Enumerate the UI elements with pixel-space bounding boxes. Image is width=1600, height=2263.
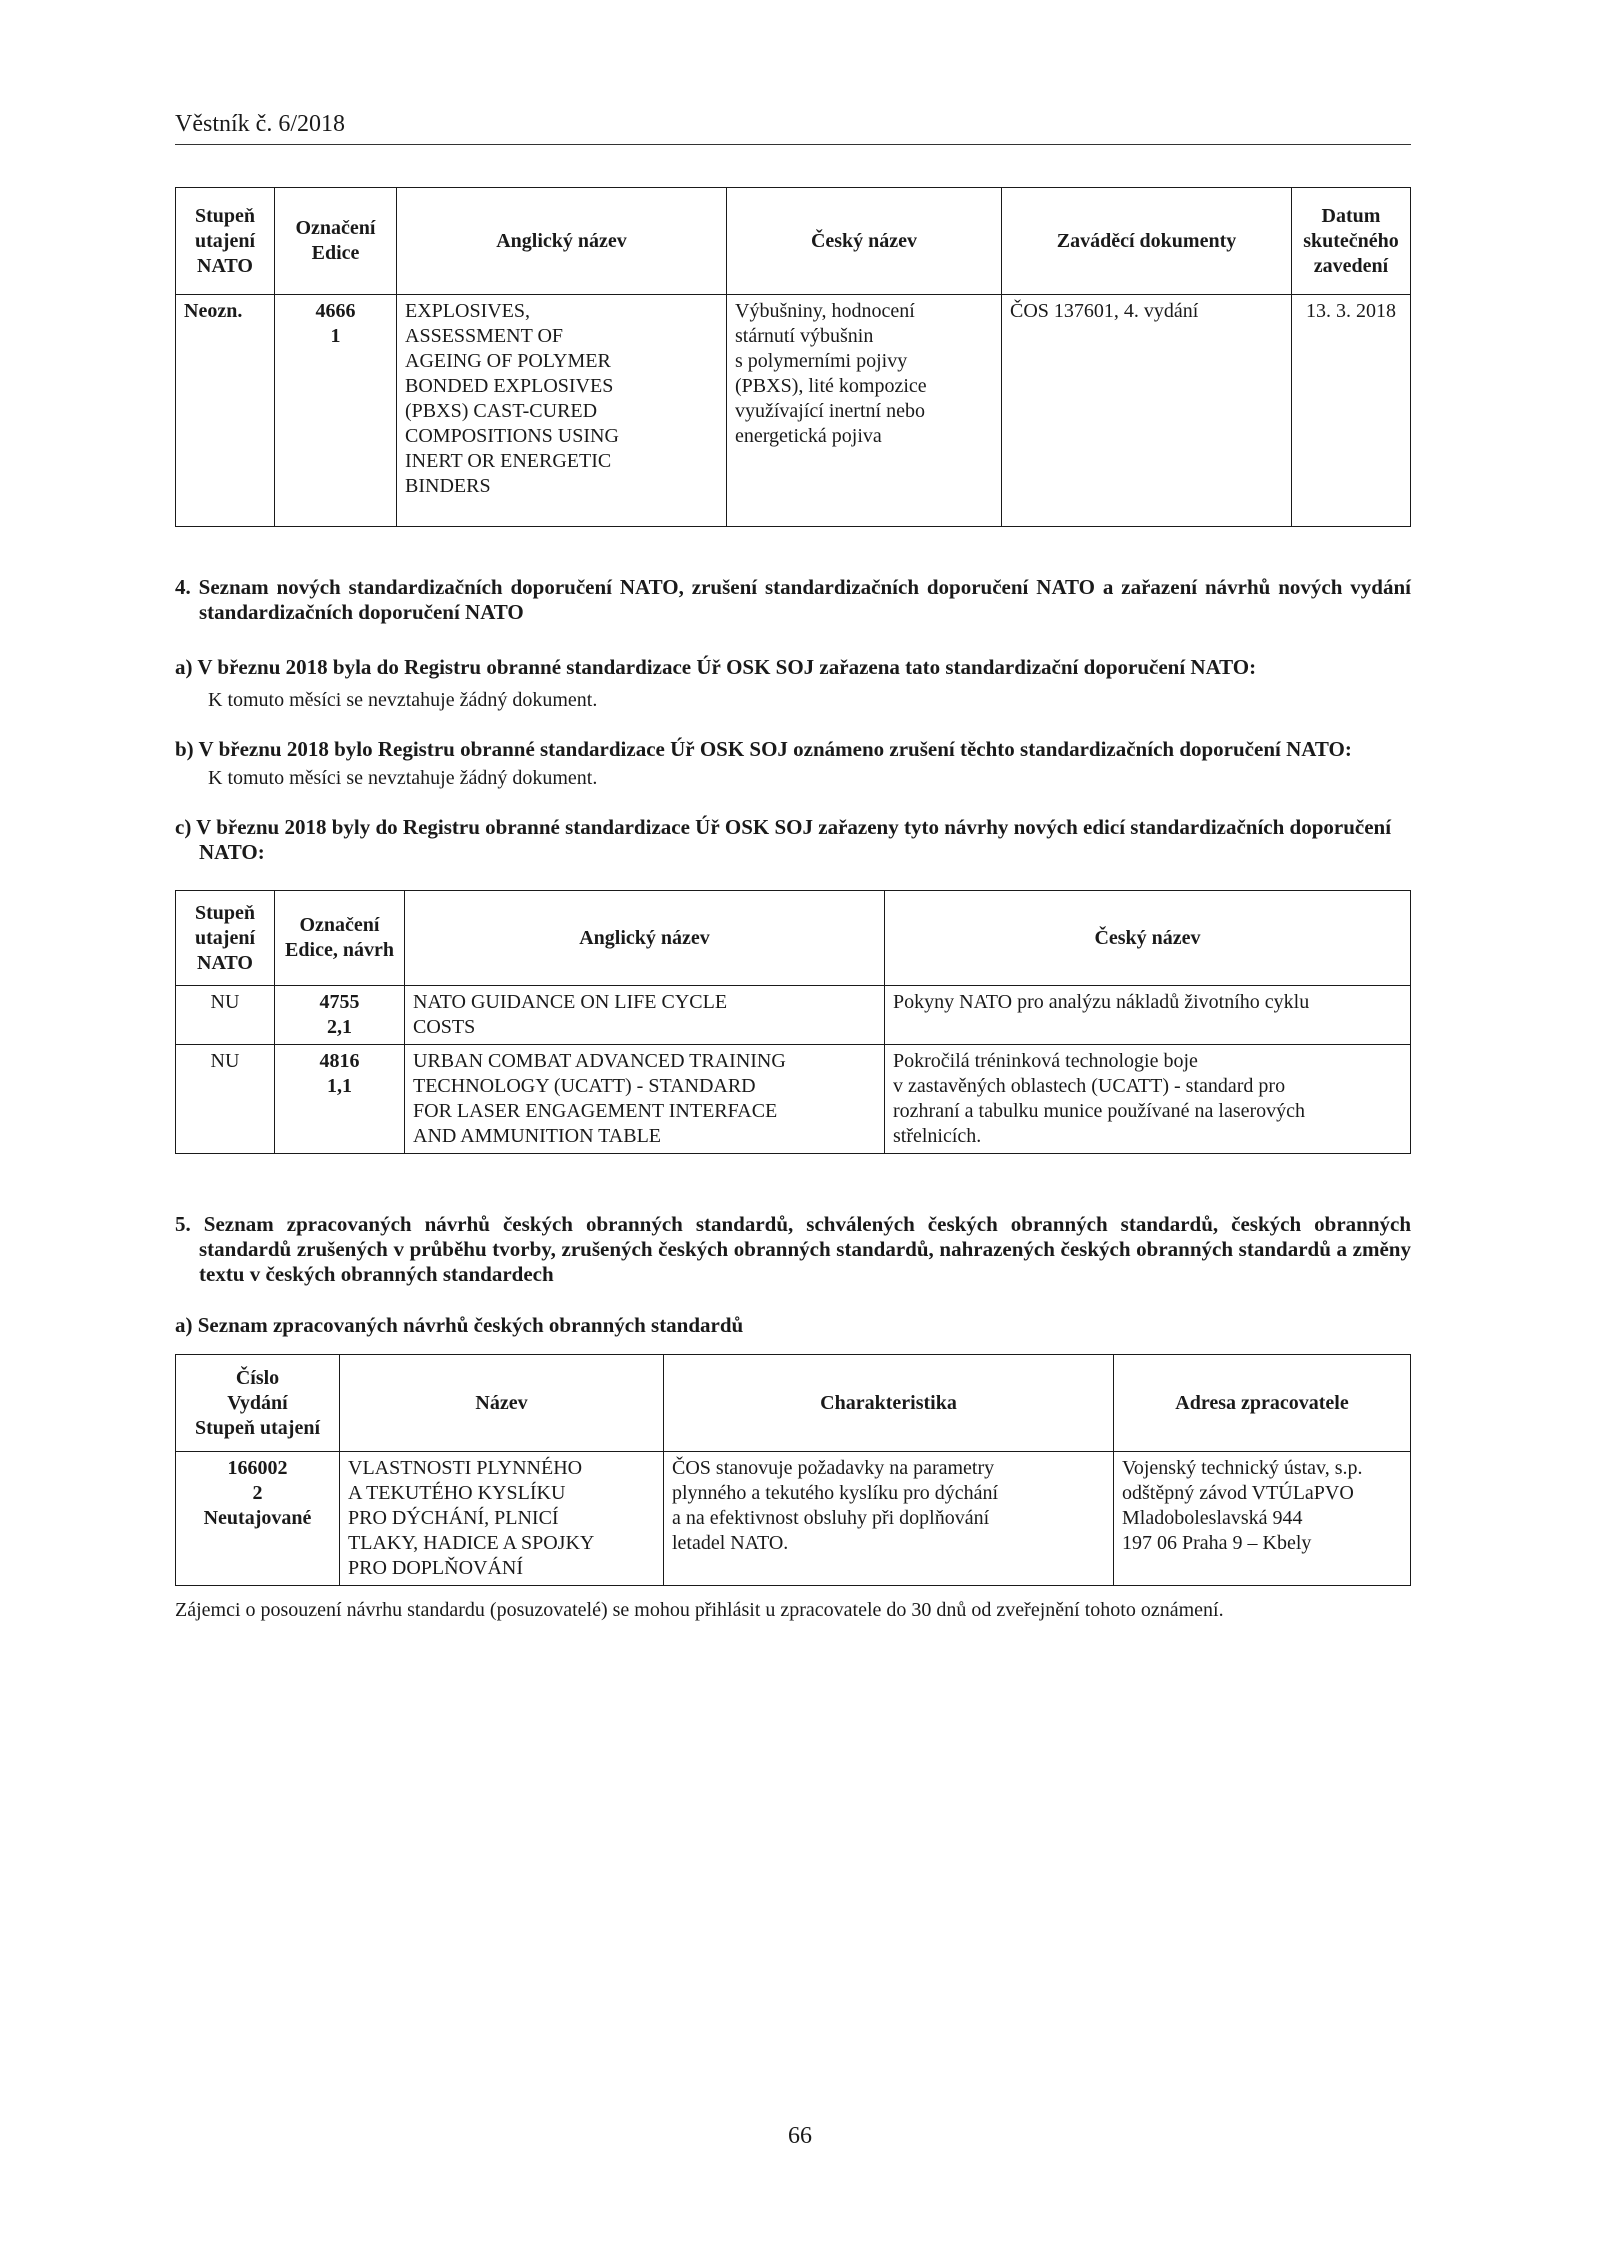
col-header-czech-title: Český název <box>727 188 1002 295</box>
col-header-address: Adresa zpracovatele <box>1114 1355 1411 1452</box>
cell-classification: Neozn. <box>176 295 275 527</box>
czech-standards-table <box>175 1354 1411 1586</box>
cell-english-title: URBAN COMBAT ADVANCED TRAINING TECHNOLOGY (UCATT) - STANDARD FOR LASER ENGAGEMENT INTERFACE AND AMMUNITION TABLE <box>405 1045 885 1154</box>
col-header-english-title: Anglický název <box>405 891 885 986</box>
section-4b-note: K tomuto měsíci se nevztahuje žádný dokument. <box>208 767 598 789</box>
nato-standards-table <box>175 187 1411 527</box>
table-row <box>176 1045 1411 1154</box>
nato-drafts-table <box>175 890 1411 1154</box>
section-4a-heading: a) V březnu 2018 byla do Registru obranné standardizace Úř OSK SOJ zařazena tato standardizační doporučení NATO: <box>175 655 1257 679</box>
cell-english-title: EXPLOSIVES, ASSESSMENT OF AGEING OF POLYMER BONDED EXPLOSIVES (PBXS) CAST-CURED COMPOSITIONS USING INERT OR ENERGETIC BINDERS <box>397 295 727 527</box>
col-header-classification: Stupeň utajení NATO <box>176 188 275 295</box>
cell-documents: ČOS 137601, 4. vydání <box>1002 295 1292 527</box>
col-header-english-title: Anglický název <box>397 188 727 295</box>
section-4b-heading: b) V březnu 2018 bylo Registru obranné standardizace Úř OSK SOJ oznámeno zrušení těchto standardizačních doporučení NATO: <box>175 737 1352 761</box>
running-header: Věstník č. 6/2018 <box>175 108 1411 145</box>
col-header-designation: Označení Edice, návrh <box>275 891 405 986</box>
document-page <box>175 108 1411 1623</box>
cell-name: VLASTNOSTI PLYNNÉHO A TEKUTÉHO KYSLÍKU PRO DÝCHÁNÍ, PLNICÍ TLAKY, HADICE A SPOJKY PRO DOPLŇOVÁNÍ <box>340 1452 664 1586</box>
cell-czech-title: Výbušniny, hodnocení stárnutí výbušnin s polymerními pojivy (PBXS), lité kompozice využívající inertní nebo energetická pojiva <box>727 295 1002 527</box>
col-header-classification: Stupeň utajení NATO <box>176 891 275 986</box>
cell-classification: NU <box>176 1045 275 1154</box>
col-header-documents: Zaváděcí dokumenty <box>1002 188 1292 295</box>
table-row <box>176 1452 1411 1586</box>
cell-czech-title: Pokyny NATO pro analýzu nákladů životního cyklu <box>885 986 1411 1045</box>
col-header-date: Datum skutečného zavedení <box>1292 188 1411 295</box>
section-5a-heading: a) Seznam zpracovaných návrhů českých obranných standardů <box>175 1313 744 1337</box>
col-header-name: Název <box>340 1355 664 1452</box>
table-row <box>176 295 1411 527</box>
section-4c-heading: c) V březnu 2018 byly do Registru obranné standardizace Úř OSK SOJ zařazeny tyto návrhy nových edicí standardizačních doporučení NATO: <box>175 815 1392 864</box>
section-5-heading: 5. Seznam zpracovaných návrhů českých obranných standardů, schválených českých obranných standardů, českých obranných standardů zrušených v průběhu tvorby, zrušených českých obranných standardů, nahrazených českých obranných standardů a změny textu v českých obranných standardech <box>175 1212 1411 1286</box>
cell-classification: NU <box>176 986 275 1045</box>
cell-characteristics: ČOS stanovuje požadavky na parametry plynného a tekutého kyslíku pro dýchání a na efektivnost obsluhy při doplňování letadel NATO. <box>664 1452 1114 1586</box>
table-header-row <box>176 188 1411 295</box>
cell-english-title: NATO GUIDANCE ON LIFE CYCLE COSTS <box>405 986 885 1045</box>
col-header-czech-title: Český název <box>885 891 1411 986</box>
cell-number: 166002 2 Neutajované <box>176 1452 340 1586</box>
page-number: 66 <box>788 2123 812 2149</box>
cell-czech-title: Pokročilá tréninková technologie boje v zastavěných oblastech (UCATT) - standard pro rozhraní a tabulku munice používané na laserových střelnicích. <box>885 1045 1411 1154</box>
cell-designation: 4816 1,1 <box>275 1045 405 1154</box>
col-header-number: Číslo Vydání Stupeň utajení <box>176 1355 340 1452</box>
table-header-row <box>176 891 1411 986</box>
cell-date: 13. 3. 2018 <box>1292 295 1411 527</box>
table-row <box>176 986 1411 1045</box>
reviewer-note: Zájemci o posouzení návrhu standardu (posuzovatelé) se mohou přihlásit u zpracovatele do 30 dnů od zveřejnění tohoto oznámení. <box>175 1599 1224 1621</box>
section-4-heading: 4. Seznam nových standardizačních doporučení NATO, zrušení standardizačních doporučení NATO a zařazení návrhů nových vydání standardizačních doporučení NATO <box>175 575 1411 624</box>
section-4a-note: K tomuto měsíci se nevztahuje žádný dokument. <box>208 689 598 711</box>
col-header-characteristics: Charakteristika <box>664 1355 1114 1452</box>
col-header-designation: Označení Edice <box>275 188 397 295</box>
cell-designation: 4666 1 <box>275 295 397 527</box>
cell-designation: 4755 2,1 <box>275 986 405 1045</box>
cell-address: Vojenský technický ústav, s.p. odštěpný závod VTÚLaPVO Mladoboleslavská 944 197 06 Praha 9 – Kbely <box>1114 1452 1411 1586</box>
table-header-row <box>176 1355 1411 1452</box>
